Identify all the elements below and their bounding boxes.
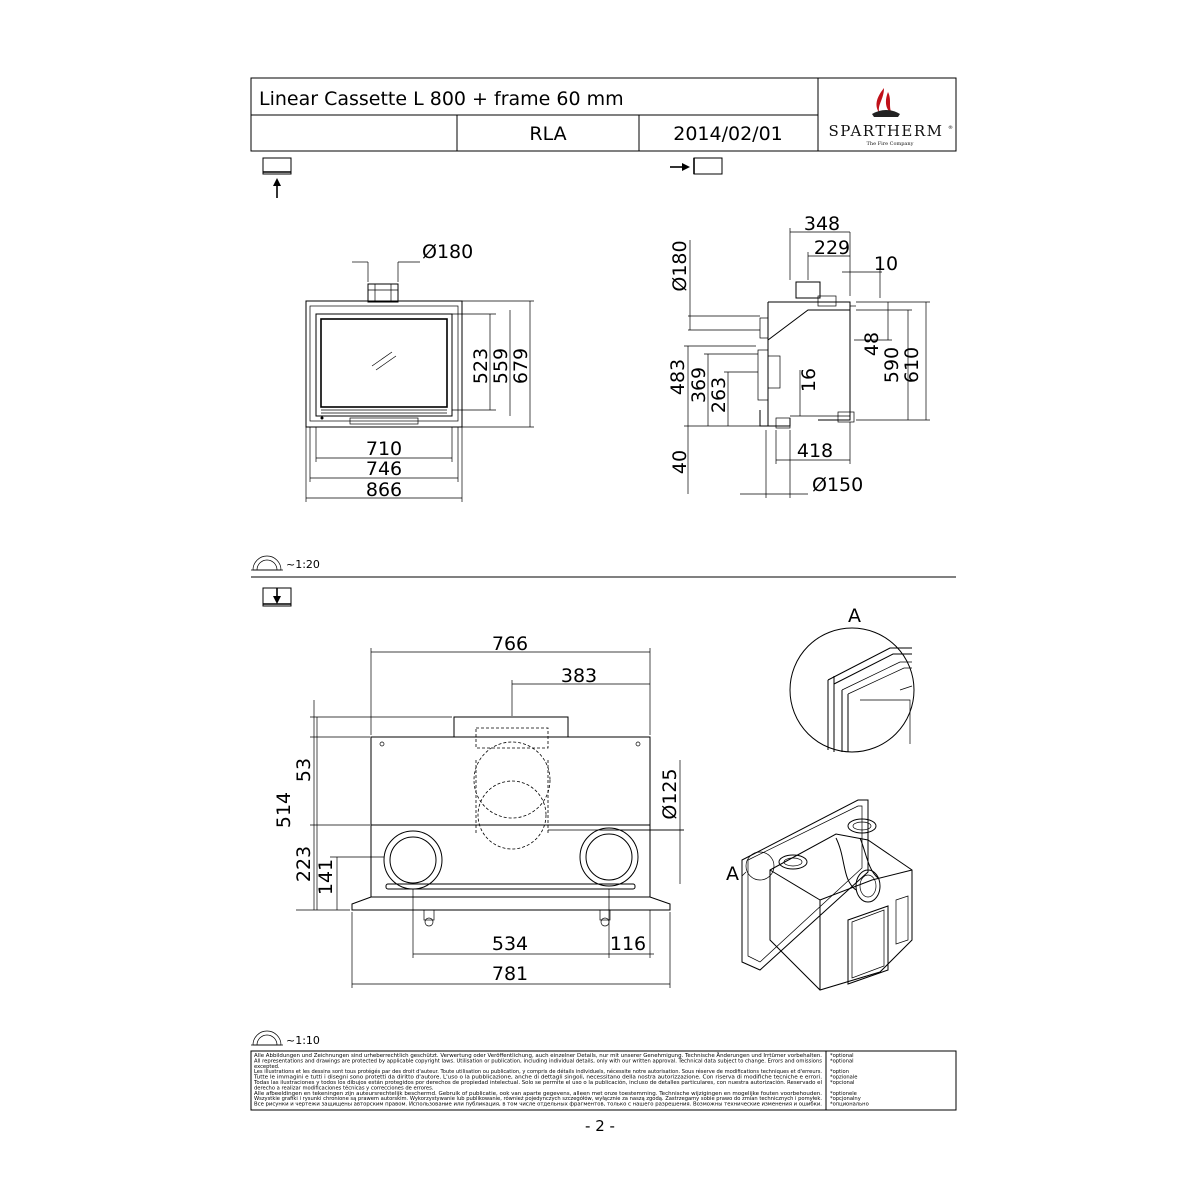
drawing-date: 2014/02/01 <box>673 123 783 145</box>
plan-dim-53: 53 <box>293 757 315 783</box>
scale-label-top: ~1:20 <box>286 558 320 571</box>
legal-block <box>251 1051 956 1110</box>
front-dim-710: 710 <box>365 438 403 460</box>
brand-registered: ® <box>948 125 953 131</box>
legal-text-line: Wszystkie grafiki i rysunki chronione są prawem autorskim. Wykorzystywanie lub publikowanie, również pojedynczych szczegółów, wyłącznie za naszą zgodą. Zastrzegamy sobie prawo do zmian technicznych i pomyłek. <box>254 1096 824 1103</box>
optional-text-line: *opcional <box>830 1080 855 1086</box>
plan-dim-223: 223 <box>293 845 315 883</box>
legal-text-line: Tutte le immagini e tutti i disegni sono protetti da diritto d'autore. L'uso o la pubblicazione, anche di dettagli singoli, necessitano della nostra autorizzazione. Con riserva di modifiche tecniche e errori. <box>252 1074 823 1081</box>
side-dim-16: 16 <box>798 367 820 393</box>
front-dim-746: 746 <box>365 458 403 480</box>
side-dim-418: 418 <box>796 440 834 462</box>
plan-dim-383: 383 <box>560 665 598 687</box>
front-flue-diameter: Ø180 <box>422 241 474 263</box>
legal-text-line: Alle afbeeldingen en tekeningen zijn auteursrechtelijk beschermd. Gebruik of publicatie, ook van aparte gegevens, alleen met onze toestemming. Technische wijzigingen en mogelijke fouten voorbehouden. <box>254 1090 823 1097</box>
side-flue-diameter: Ø180 <box>669 240 691 292</box>
side-dim-483: 483 <box>667 358 689 396</box>
legal-text-line: Все рисунки и чертежи защищены авторским правом. Использование или публикация, в том числе отдельных фрагментов, только с нашего разрешения. Возможны технические изменения и ошибки. <box>254 1101 823 1108</box>
plan-dim-116: 116 <box>609 933 647 955</box>
side-dim-229: 229 <box>813 237 851 259</box>
iso-a-label: A <box>726 863 739 885</box>
legal-text-line: Alle Abbildungen und Zeichnungen sind urheberrechtlich geschützt. Verwertung oder Veröffentlichung, auch einzelner Details, nur mit unserer Genehmigung. Technische Änderungen und Irrtümer vorbehalten. <box>254 1053 797 1059</box>
brand-name: SPARTHERM <box>828 122 944 140</box>
front-dim-866: 866 <box>365 479 403 501</box>
plan-dim-766: 766 <box>491 633 529 655</box>
side-dim-10: 10 <box>873 253 899 275</box>
plan-dim-534: 534 <box>491 933 529 955</box>
plan-dim-141: 141 <box>315 858 337 896</box>
side-dim-48: 48 <box>861 331 883 357</box>
front-dim-559: 559 <box>490 347 512 385</box>
optional-text-line: *opzionale <box>830 1074 858 1081</box>
side-dim-263: 263 <box>708 376 730 414</box>
legal-text-line: Todas las ilustraciones y todos los dibujos están protegidos por derechos de propiedad intelectual. Solo se permite el uso o la publicación, incluso de detalles particulares, con nuestra autorización. Reservado el <box>254 1080 800 1086</box>
spartherm-logo <box>828 88 953 147</box>
plan-dim-514: 514 <box>273 791 295 829</box>
detail-a-label: A <box>848 605 861 627</box>
scale-indicator-bottom <box>251 1031 320 1047</box>
legal-text-line: excepted. <box>254 1063 280 1070</box>
side-view-icon <box>670 158 722 174</box>
title-block <box>251 78 956 151</box>
plan-dim-781: 781 <box>491 963 529 985</box>
legal-text-line: derecho a realizar modificaciones técnicas y correcciones de errores. <box>254 1085 434 1092</box>
side-view-drawing <box>667 213 930 498</box>
front-dim-679: 679 <box>510 347 532 385</box>
optional-text-line: *optional <box>830 1053 854 1059</box>
drawing-title: Linear Cassette L 800 + frame 60 mm <box>259 88 624 110</box>
side-dim-590: 590 <box>881 346 903 384</box>
optional-text-line: *optionele <box>830 1090 857 1097</box>
side-dim-40: 40 <box>669 449 691 475</box>
scale-label-bottom: ~1:10 <box>286 1034 320 1047</box>
scale-indicator-top <box>251 556 320 571</box>
front-view-drawing <box>306 241 534 502</box>
optional-text-line: *опционально <box>830 1101 869 1108</box>
side-dim-369: 369 <box>688 366 710 404</box>
front-dim-523: 523 <box>470 347 492 385</box>
optional-text-line: *option <box>830 1069 849 1076</box>
side-flue-bottom-diameter: Ø150 <box>812 474 864 496</box>
legal-text-line: All representations and drawings are protected by applicable copyright laws. Utilisation or publication, including individual details, only with our written approval. Technical data subject to change. Errors and omissions <box>254 1058 823 1065</box>
brand-tagline: The Fire Company <box>866 141 914 147</box>
optional-text-line: *opcjonalny <box>830 1096 861 1103</box>
drawing-code: RLA <box>529 123 567 145</box>
plan-outlet-diameter: Ø125 <box>659 768 681 820</box>
optional-text-line: *optional <box>830 1058 854 1065</box>
top-view-icon <box>263 588 291 606</box>
side-dim-610: 610 <box>901 346 923 384</box>
legal-text-line: Les illustrations et les dessins sont tous protégés par des droit d'auteur. Toute utilisation ou publication, y compris de détails individuels, nécessite notre autorisation. Sous réserve de modifications techniques et d'erreurs. <box>254 1069 829 1076</box>
front-view-icon <box>263 158 291 198</box>
plan-view-drawing <box>273 633 684 988</box>
side-dim-348: 348 <box>803 213 841 235</box>
isometric-drawing <box>726 800 912 990</box>
page-number: - 2 - <box>585 1117 615 1135</box>
detail-a-drawing <box>790 605 914 752</box>
